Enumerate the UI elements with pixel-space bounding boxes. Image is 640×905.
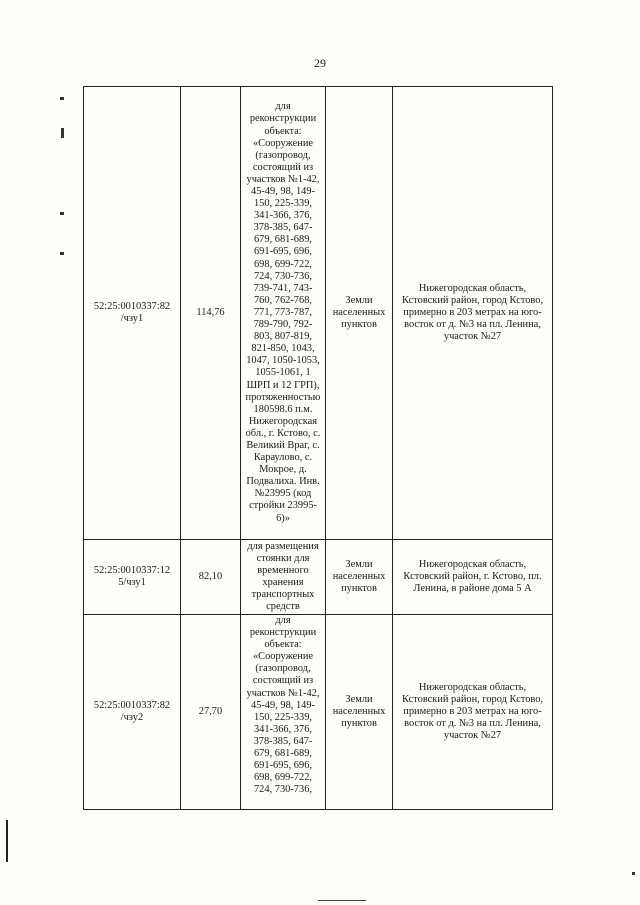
area-cell: 114,76 bbox=[181, 87, 241, 540]
table-row bbox=[84, 87, 553, 540]
scan-mark bbox=[60, 252, 64, 255]
purpose-cell: для реконструкции объекта: «Сооружение (газопровод, состоящий из участков №1-42, 45-49, 98, 149- 150, 225-339, 341-366, 376, 378-385, 647- 679, 681-689, 691-695, 696, 698, 699-722, 724, 730-736, 739-741, 743- 760, 762-768, 771, 773-787, 789-790, 792- 803, 807-819, 821-850, 1043, 1047, 1050-1053, 1055-1061, 1 ШРП и 12 ГРП), протяженностью 180598.6 п.м. Нижегородская обл., г. Кстово, с. Великий Враг, с. Караулово, с. Мокрое, д. Подвалиха. Инв. №23995 (код стройки 23995- 6)» bbox=[241, 87, 326, 540]
area-cell: 27,70 bbox=[181, 615, 241, 810]
cadastral-number-cell: 52:25:0010337:12 5/чзу1 bbox=[84, 540, 181, 615]
land-plot-table bbox=[83, 86, 553, 810]
scan-mark bbox=[61, 128, 64, 138]
address-cell: Нижегородская область, Кстовский район, г. Кстово, пл. Ленина, в районе дома 5 А bbox=[393, 540, 553, 615]
address-cell: Нижегородская область, Кстовский район, город Кстово, примерно в 203 метрах на юго- восток от д. №3 на пл. Ленина, участок №27 bbox=[393, 615, 553, 810]
scan-mark bbox=[60, 212, 64, 215]
land-category-cell: Земли населенных пунктов bbox=[326, 540, 393, 615]
purpose-cell: для размещения стоянки для временного хранения транспортных средств bbox=[241, 540, 326, 615]
address-cell: Нижегородская область, Кстовский район, город Кстово, примерно в 203 метрах на юго- восток от д. №3 на пл. Ленина, участок №27 bbox=[393, 87, 553, 540]
land-category-cell: Земли населенных пунктов bbox=[326, 615, 393, 810]
purpose-cell: для реконструкции объекта: «Сооружение (газопровод, состоящий из участков №1-42, 45-49, 98, 149- 150, 225-339, 341-366, 376, 378-385, 647- 679, 681-689, 691-695, 696, 698, 699-722, 724, 730-736, bbox=[241, 615, 326, 810]
cadastral-number-cell: 52:25:0010337:82 /чзу2 bbox=[84, 615, 181, 810]
area-cell: 82,10 bbox=[181, 540, 241, 615]
page-number: 29 bbox=[314, 56, 326, 70]
table-row bbox=[84, 615, 553, 810]
table-row bbox=[84, 540, 553, 615]
footer-line bbox=[318, 900, 366, 901]
cadastral-number-cell: 52:25:0010337:82 /чзу1 bbox=[84, 87, 181, 540]
scan-edge bbox=[6, 820, 8, 862]
scan-mark bbox=[632, 872, 635, 875]
scan-mark bbox=[60, 97, 64, 100]
land-category-cell: Земли населенных пунктов bbox=[326, 87, 393, 540]
